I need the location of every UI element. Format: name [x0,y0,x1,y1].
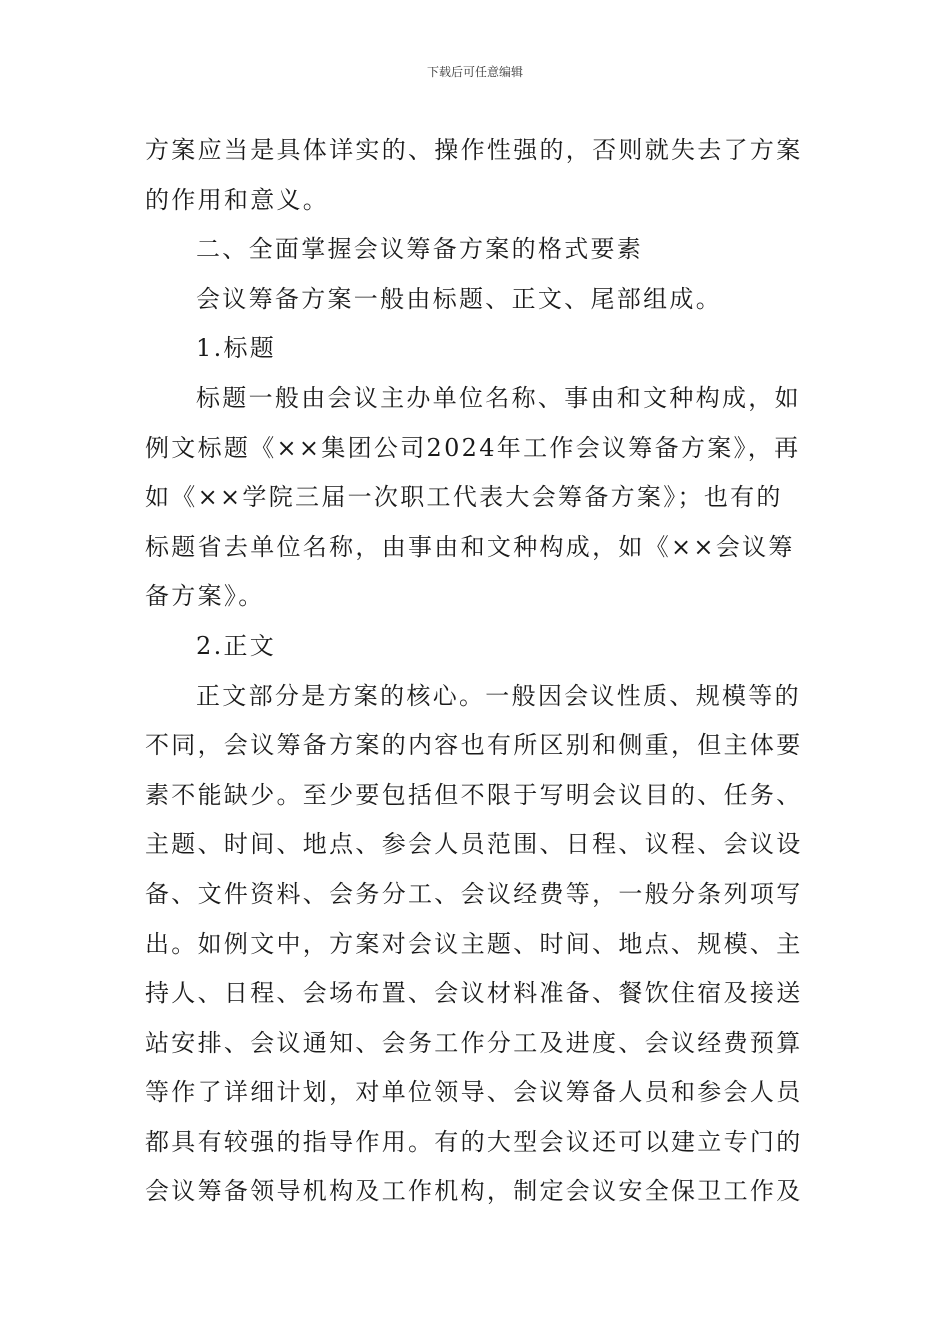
body-line: 会议筹备方案一般由标题、正文、尾部组成。 [196,284,722,313]
page-header-note: 下载后可任意编辑 [426,65,523,79]
body-line: 备、文件资料、会务分工、会议经费等，一般分条列项写 [145,879,803,908]
body-line: 主题、时间、地点、参会人员范围、日程、议程、会议设 [145,830,803,859]
subsection-heading-body: 2.正文 [196,631,277,660]
body-line: 的作用和意义。 [145,185,330,214]
body-line: 如《××学院三届一次职工代表大会筹备方案》；也有的 [145,483,783,512]
subsection-heading-title: 1.标题 [196,334,277,363]
body-line: 正文部分是方案的核心。一般因会议性质、规模等的 [196,681,801,710]
body-line: 不同，会议筹备方案的内容也有所区别和侧重，但主体要 [145,731,803,760]
section-heading: 二、全面掌握会议筹备方案的格式要素 [196,235,644,264]
body-line: 会议筹备领导机构及工作机构，制定会议安全保卫工作及 [145,1177,803,1206]
body-line: 例文标题《××集团公司2024年工作会议筹备方案》，再 [145,433,801,462]
body-line: 都具有较强的指导作用。有的大型会议还可以建立专门的 [145,1127,803,1156]
body-line: 方案应当是具体详实的、操作性强的，否则就失去了方案 [145,136,803,164]
body-line: 站安排、会议通知、会务工作分工及进度、会议经费预算 [145,1028,803,1057]
body-line: 标题一般由会议主办单位名称、事由和文种构成，如 [196,383,801,412]
body-line: 持人、日程、会场布置、会议材料准备、餐饮住宿及接送 [145,979,803,1008]
document-body [145,126,810,1217]
body-line: 出。如例文中，方案对会议主题、时间、地点、规模、主 [145,929,803,958]
body-line: 素不能缺少。至少要包括但不限于写明会议目的、任务、 [145,780,803,809]
body-line: 等作了详细计划，对单位领导、会议筹备人员和参会人员 [145,1078,803,1107]
body-line: 备方案》。 [145,582,265,611]
body-line: 标题省去单位名称，由事由和文种构成，如《××会议筹 [145,532,795,561]
